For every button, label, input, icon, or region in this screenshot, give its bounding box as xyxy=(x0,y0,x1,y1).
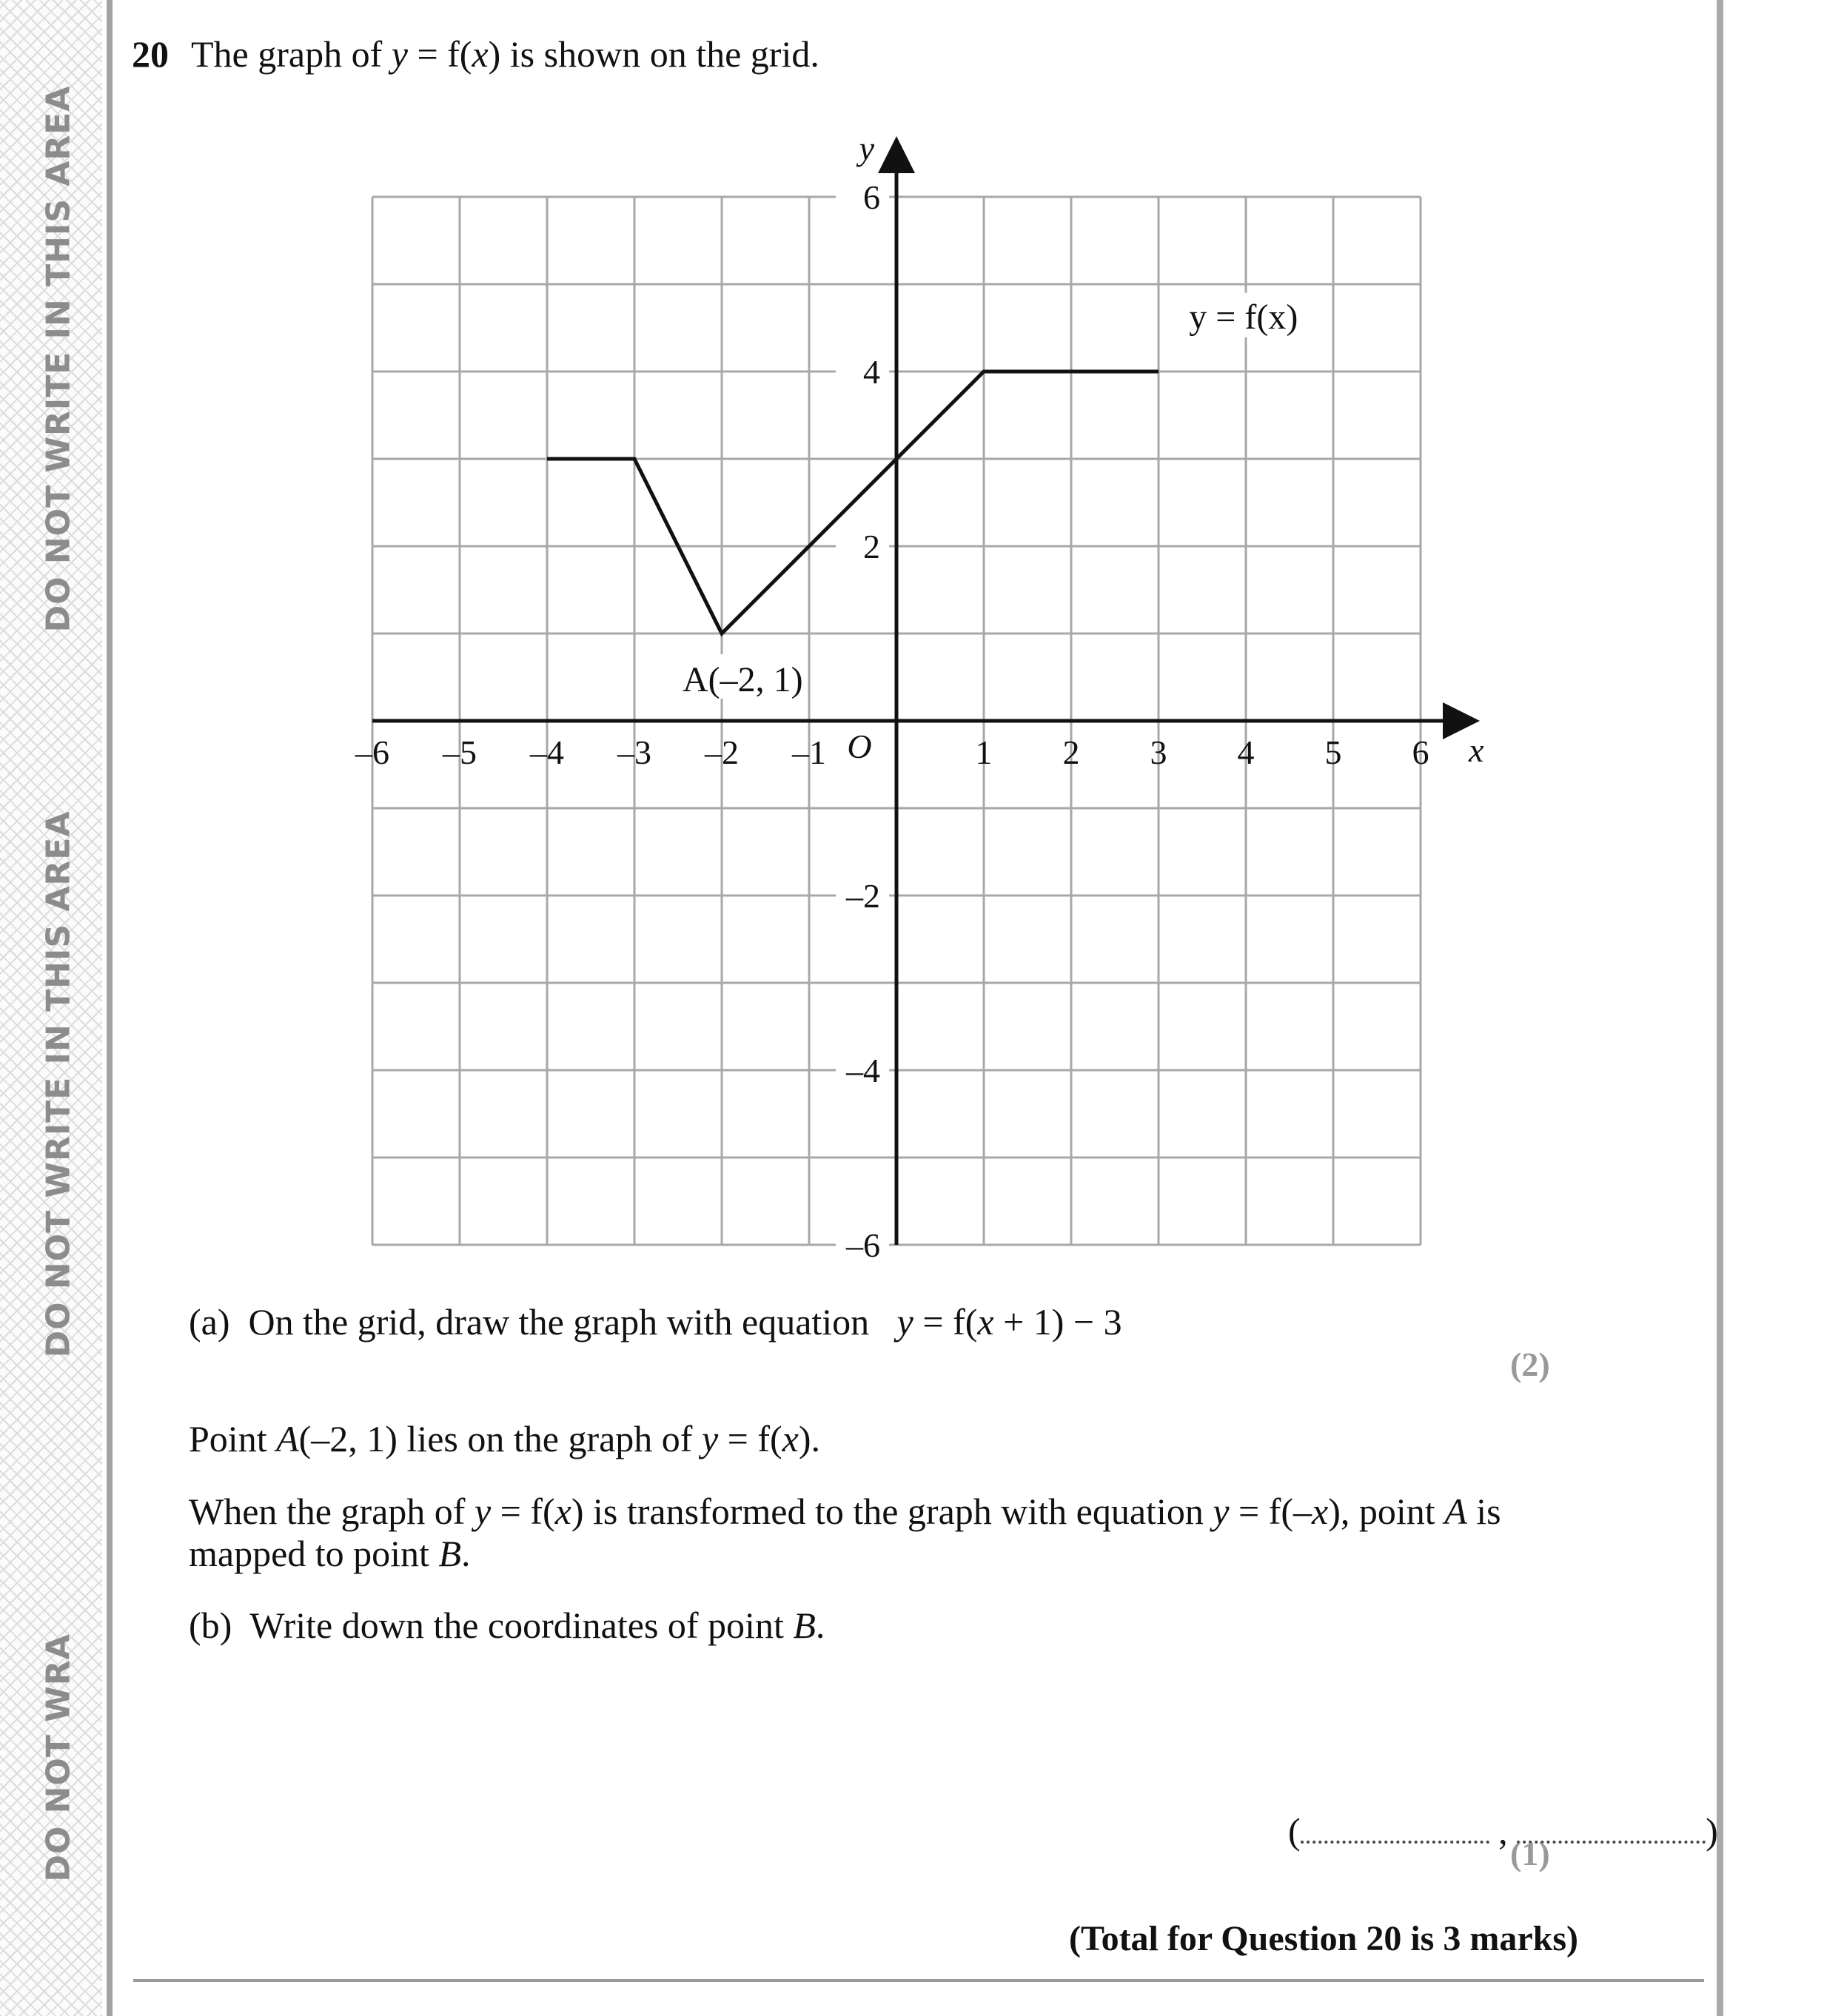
y-tick-label-bg xyxy=(836,352,889,391)
eq-part: y xyxy=(896,1301,913,1343)
x-tick-label: –2 xyxy=(705,733,739,771)
part-a-text: On the grid, draw the graph with equation xyxy=(248,1301,870,1343)
y-tick-label: 6 xyxy=(863,178,880,216)
x-tick-label: 6 xyxy=(1412,733,1429,771)
question-total: (Total for Question 20 is 3 marks) xyxy=(1068,1919,1578,1958)
txt: ). xyxy=(798,1418,821,1459)
intro-part: ) is shown on the grid. xyxy=(488,33,819,75)
txt: x xyxy=(1312,1491,1329,1532)
y-tick-label: –6 xyxy=(846,1226,880,1264)
y-tick-label-bg xyxy=(836,178,889,216)
origin-label: O xyxy=(847,728,872,765)
txt: B xyxy=(438,1533,461,1574)
answer-sep: , xyxy=(1498,1810,1508,1852)
x-tick-label: 2 xyxy=(1062,733,1080,771)
txt: A xyxy=(1444,1491,1467,1532)
transform-line-1 xyxy=(189,1490,1501,1533)
intro-part: x xyxy=(472,33,489,75)
x-tick-label: –6 xyxy=(355,733,389,771)
part-a-marks: (2) xyxy=(1510,1345,1550,1383)
answer-line-b xyxy=(1288,1810,1718,1852)
y-tick-label: 2 xyxy=(863,528,880,565)
intro-part: The graph of xyxy=(191,33,392,75)
transform-line-2 xyxy=(189,1532,471,1575)
txt: Write down the coordinates of point xyxy=(249,1605,794,1646)
x-tick-label: –1 xyxy=(792,733,826,771)
txt: . xyxy=(461,1533,471,1574)
x-tick-labels xyxy=(355,733,1429,771)
txt: is xyxy=(1466,1491,1501,1532)
txt: ), point xyxy=(1328,1491,1445,1532)
txt: A xyxy=(276,1418,299,1459)
series-line-f xyxy=(547,372,1159,634)
intro-part: = f( xyxy=(407,33,472,75)
part-a xyxy=(189,1300,1122,1343)
txt: = f( xyxy=(718,1418,782,1459)
part-b-marks: (1) xyxy=(1510,1835,1550,1872)
question-number: 20 xyxy=(132,33,169,75)
txt: y xyxy=(1213,1491,1230,1532)
answer-x-field[interactable] xyxy=(1301,1836,1489,1844)
answer-close: ) xyxy=(1706,1810,1718,1852)
y-tick-label-bg xyxy=(836,527,889,565)
txt: Point xyxy=(189,1418,277,1459)
part-b-label: (b) xyxy=(189,1605,232,1646)
curve-label: y = f(x) xyxy=(1189,297,1298,337)
txt: = f( xyxy=(491,1491,555,1532)
txt: = f(– xyxy=(1229,1491,1312,1532)
margin-warning-label-3: DO NOT WRA xyxy=(39,1633,78,1882)
txt: When the graph of xyxy=(189,1491,475,1532)
txt: B xyxy=(793,1605,816,1646)
x-axis-label: x xyxy=(1469,731,1484,769)
part-a-label: (a) xyxy=(189,1301,230,1343)
point-statement xyxy=(189,1417,820,1460)
txt: y xyxy=(701,1418,719,1459)
graph-labels xyxy=(679,130,1484,769)
y-tick-label: –4 xyxy=(846,1052,880,1089)
eq-part: x xyxy=(977,1301,994,1343)
txt: x xyxy=(782,1418,799,1459)
eq-part: + 1) − 3 xyxy=(993,1301,1122,1343)
eq-part: = f( xyxy=(913,1301,978,1343)
txt: y xyxy=(474,1491,492,1532)
x-tick-label: 3 xyxy=(1150,733,1167,771)
bottom-rule xyxy=(133,1979,1704,1982)
series-group xyxy=(547,372,1159,634)
txt: ) is transformed to the graph with equation xyxy=(571,1491,1213,1532)
x-tick-label: 4 xyxy=(1237,733,1255,771)
point-a-label: A(–2, 1) xyxy=(683,660,803,699)
margin-warning-label-2: DO NOT WRITE IN THIS AREA xyxy=(39,810,78,1358)
margin-warning-label-1: DO NOT WRITE IN THIS AREA xyxy=(39,85,78,633)
x-tick-label: –5 xyxy=(443,733,477,771)
txt: (–2, 1) lies on the graph of xyxy=(298,1418,702,1459)
x-tick-label: 1 xyxy=(975,733,993,771)
txt: . xyxy=(815,1605,825,1646)
part-b xyxy=(189,1604,825,1647)
txt: mapped to point xyxy=(189,1533,439,1574)
y-tick-label: –2 xyxy=(846,877,880,915)
x-tick-label: –4 xyxy=(530,733,564,771)
intro-part: y xyxy=(391,33,408,75)
x-tick-label: –3 xyxy=(617,733,651,771)
answer-open: ( xyxy=(1288,1810,1301,1852)
txt: x xyxy=(554,1491,571,1532)
y-axis-label: y xyxy=(859,130,874,167)
x-tick-label: 5 xyxy=(1324,733,1342,771)
y-tick-label: 4 xyxy=(863,353,880,391)
